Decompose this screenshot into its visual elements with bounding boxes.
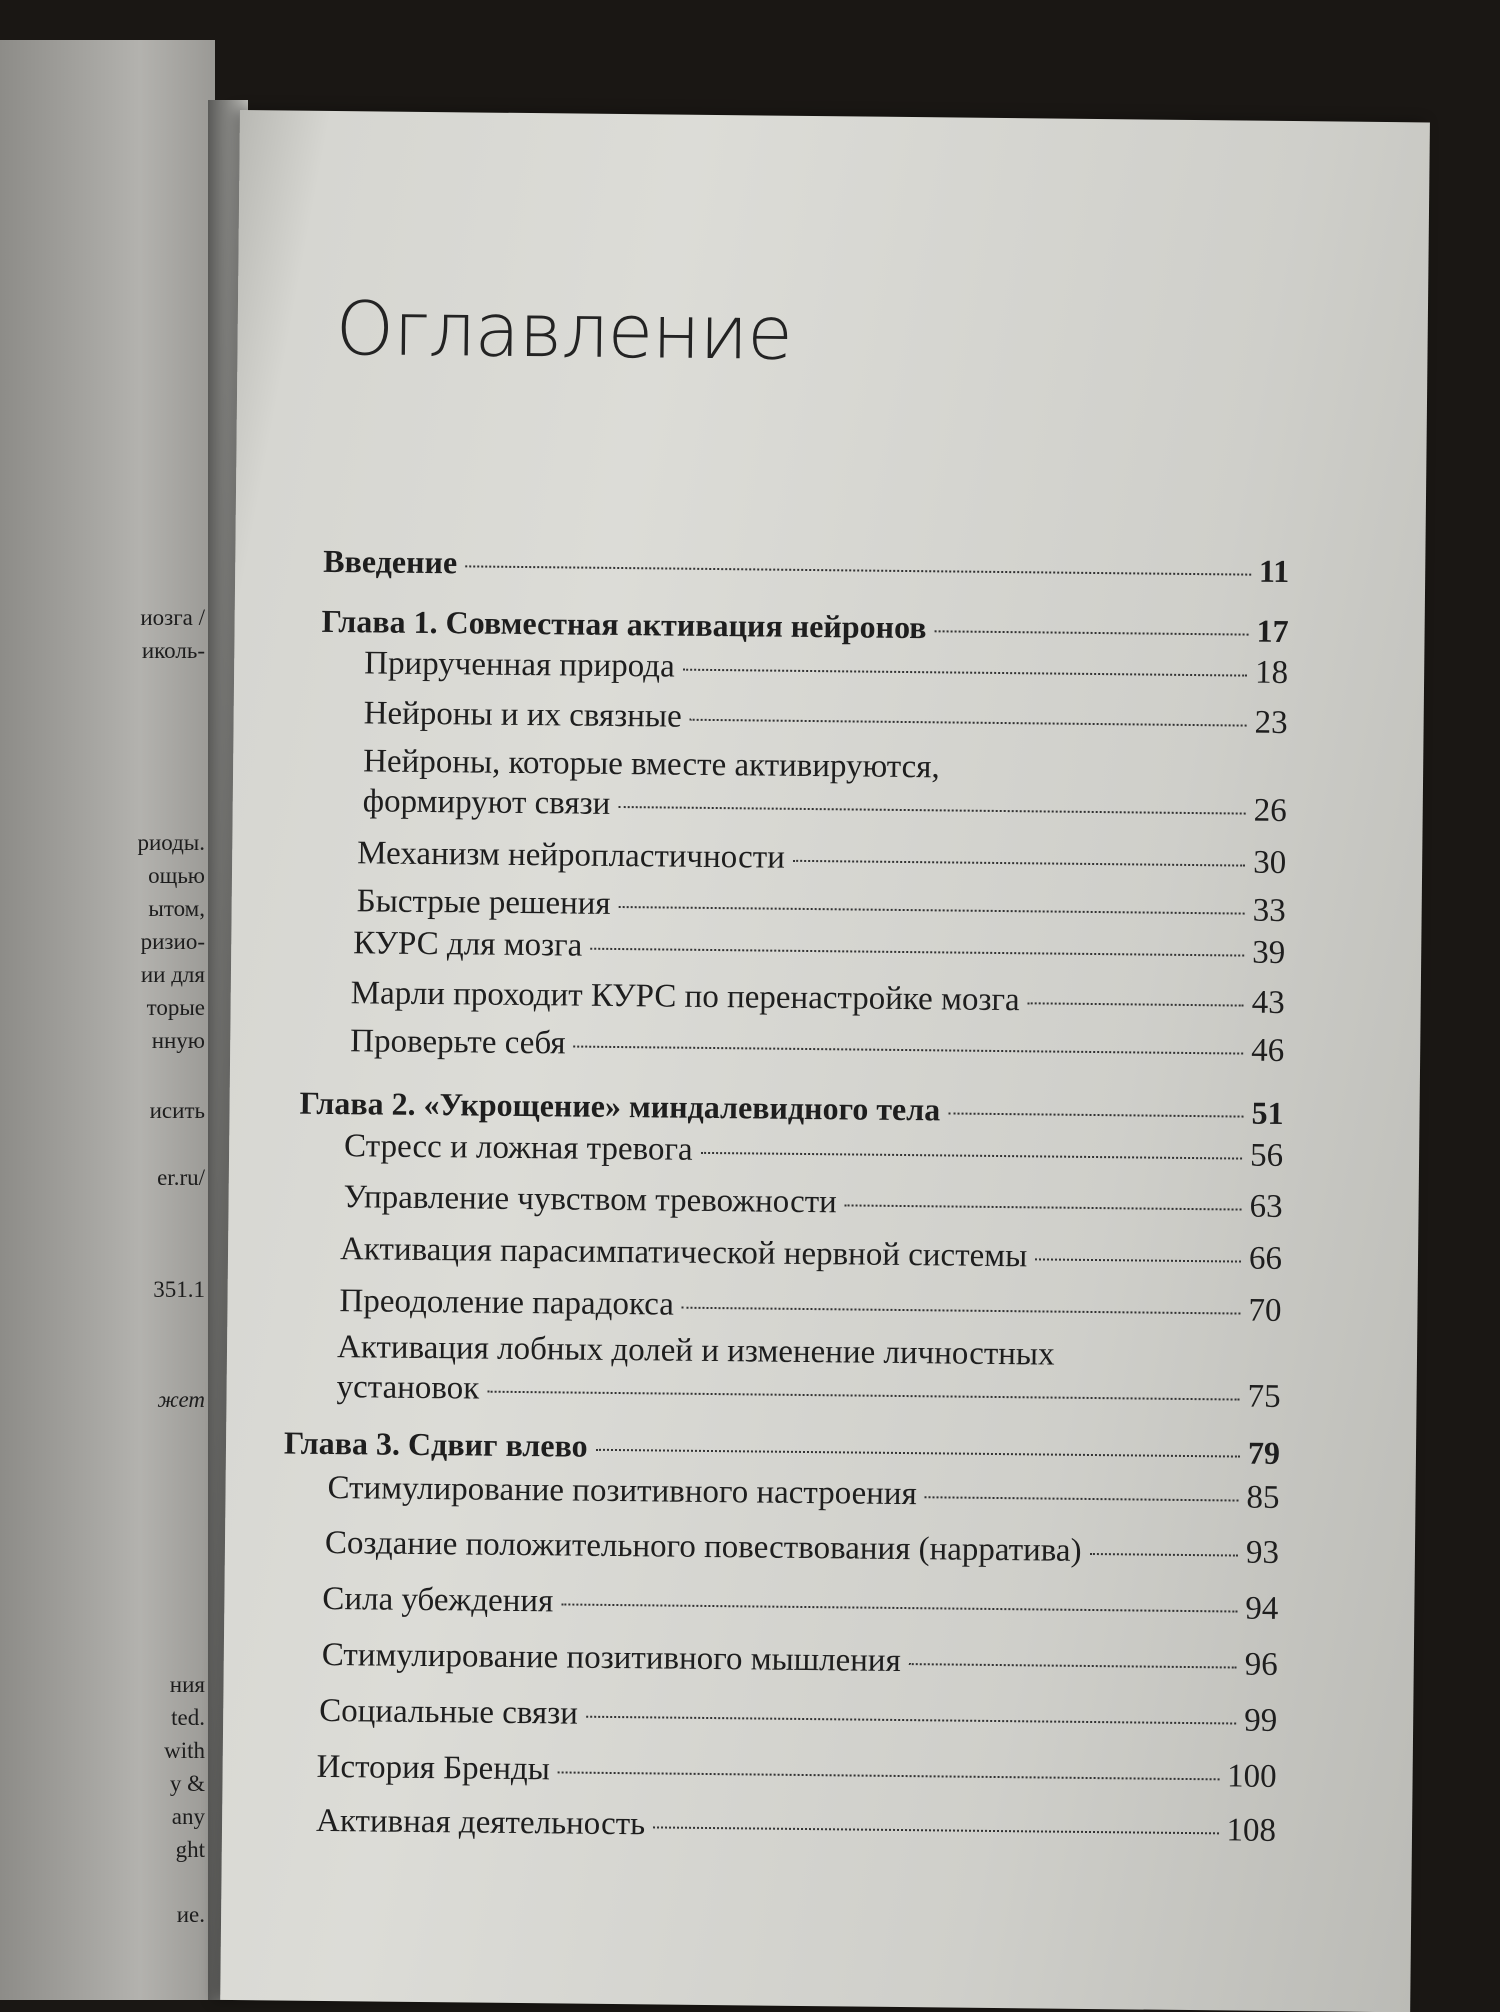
- toc-entry-label: Создание положительного повествования (нарратива): [324, 1524, 1082, 1569]
- toc-entry-page: 18: [1254, 654, 1289, 692]
- toc-entry: [322, 1579, 1278, 1629]
- dot-leader: [558, 1771, 1219, 1780]
- toc-entry-label: Управление чувством тревожности: [343, 1179, 837, 1221]
- left-page-text: торые: [146, 995, 205, 1020]
- left-page-text: исить: [149, 1098, 205, 1123]
- left-page-text: ght: [175, 1837, 205, 1862]
- toc-entry-page: 108: [1226, 1812, 1277, 1849]
- toc-entry-label: Механизм нейропластичности: [357, 835, 786, 876]
- toc-entry: [350, 1021, 1284, 1071]
- toc-entry-label: Марли проходит КУРС по перенастройке мозга: [350, 975, 1020, 1019]
- toc-entry: [363, 741, 1288, 831]
- toc-entry-page: 17: [1256, 612, 1289, 650]
- left-page-text: ted.: [171, 1705, 205, 1730]
- toc-entry: [364, 643, 1288, 693]
- toc-entry-page: 75: [1247, 1378, 1281, 1415]
- toc-entry-page: 100: [1226, 1758, 1277, 1795]
- toc-entry-page: 39: [1252, 934, 1286, 971]
- dot-leader: [590, 948, 1244, 957]
- toc-entry-label: Прирученная природа: [364, 645, 675, 685]
- dot-leader: [574, 1046, 1244, 1055]
- toc-list: [220, 110, 1430, 2012]
- left-page-text: ощью: [148, 863, 205, 888]
- toc-entry: [336, 1327, 1281, 1417]
- dot-leader: [561, 1603, 1237, 1612]
- toc-entry: [316, 1801, 1276, 1851]
- toc-entry-page: 96: [1244, 1646, 1278, 1683]
- left-page-text: er.ru/: [157, 1165, 205, 1190]
- toc-entry: [323, 541, 1289, 591]
- left-page-text: y &: [169, 1771, 205, 1796]
- dot-leader: [1090, 1553, 1238, 1557]
- left-page-text: with: [164, 1738, 205, 1763]
- toc-entry-label: Нейроны, которые вместе активируются,: [362, 743, 940, 786]
- toc-entry-page: 30: [1252, 844, 1287, 881]
- left-page-text: ии для: [140, 962, 205, 987]
- dot-leader: [618, 806, 1245, 815]
- dot-leader: [683, 669, 1247, 677]
- dot-leader: [619, 906, 1245, 915]
- left-page-text: нную: [151, 1028, 205, 1053]
- left-page-text: 351.1: [153, 1277, 205, 1302]
- toc-entry: [340, 1229, 1282, 1279]
- toc-entry-label: Активная деятельность: [315, 1802, 646, 1843]
- toc-entry-label: формируют связи: [362, 783, 611, 822]
- dot-leader: [465, 565, 1251, 575]
- toc-entry-label: Стресс и ложная тревога: [343, 1128, 693, 1168]
- toc-entry-label: Глава 3. Сдвиг влево: [283, 1424, 588, 1464]
- toc-entry-page: 63: [1249, 1188, 1283, 1225]
- dot-leader: [793, 860, 1245, 867]
- left-page-text: риоды.: [137, 830, 205, 855]
- toc-entry: [339, 1281, 1281, 1331]
- toc-entry: [351, 973, 1285, 1023]
- toc-entry-page: 94: [1245, 1590, 1279, 1627]
- toc-entry-label: КУРС для мозга: [353, 925, 583, 964]
- toc-entry: [363, 693, 1287, 743]
- toc-entry-page: 46: [1251, 1032, 1285, 1069]
- dot-leader: [948, 1112, 1243, 1117]
- toc-entry-page: 85: [1246, 1479, 1280, 1516]
- toc-entry-label: Быстрые решения: [356, 883, 611, 922]
- toc-entry-label: Преодоление парадокса: [339, 1283, 675, 1323]
- toc-entry: [319, 1691, 1277, 1741]
- dot-leader: [690, 719, 1247, 727]
- toc-entry-label: Активация парасимпатической нервной системы: [339, 1231, 1028, 1275]
- toc-entry: [299, 1083, 1283, 1133]
- toc-entry: [357, 881, 1286, 931]
- dot-leader: [586, 1716, 1236, 1725]
- dot-leader: [682, 1307, 1241, 1315]
- toc-entry-page: 99: [1244, 1702, 1278, 1739]
- dot-leader: [487, 1391, 1239, 1401]
- dot-leader: [925, 1496, 1239, 1501]
- toc-entry-page: 56: [1249, 1137, 1284, 1174]
- toc-entry-label: Сила убеждения: [322, 1580, 554, 1620]
- toc-entry-page: 33: [1252, 892, 1286, 929]
- dot-leader: [596, 1449, 1240, 1458]
- toc-entry: [322, 1635, 1278, 1685]
- toc-entry: [344, 1126, 1283, 1176]
- toc-entry-label: Стимулирование позитивного настроения: [327, 1469, 917, 1513]
- left-page-text: ие.: [176, 1902, 205, 1927]
- toc-entry-label: Социальные связи: [319, 1692, 579, 1732]
- left-page-text: ытом,: [148, 896, 205, 921]
- toc-entry-page: 66: [1248, 1240, 1283, 1277]
- dot-leader: [1035, 1258, 1241, 1262]
- dot-leader: [935, 630, 1249, 635]
- toc-entry: [327, 1468, 1279, 1518]
- toc-entry-label: История Бренды: [316, 1748, 551, 1788]
- toc-entry-label: Введение: [323, 542, 458, 581]
- dot-leader: [1028, 1002, 1244, 1006]
- toc-entry: [284, 1423, 1280, 1473]
- toc-entry: [325, 1523, 1279, 1573]
- toc-entry-page: 79: [1247, 1434, 1281, 1471]
- dot-leader: [845, 1204, 1242, 1210]
- toc-entry: [343, 1177, 1282, 1227]
- toc-entry: [316, 1747, 1276, 1797]
- toc-entry-label: Проверьте себя: [350, 1023, 566, 1062]
- dot-leader: [909, 1663, 1237, 1668]
- toc-entry-page: 93: [1245, 1534, 1280, 1571]
- dot-leader: [701, 1152, 1242, 1160]
- toc-entry-page: 43: [1251, 984, 1285, 1021]
- left-page-text: any: [171, 1804, 205, 1829]
- toc-entry-page: 26: [1253, 792, 1287, 829]
- toc-entry-label: Активация лобных долей и изменение личностных: [336, 1329, 1055, 1373]
- toc-entry-label: установок: [336, 1369, 480, 1407]
- page-title: Оглавление: [335, 286, 793, 377]
- toc-entry-label: Глава 1. Совместная активация нейронов: [321, 602, 927, 646]
- left-page-text: ния: [169, 1672, 205, 1697]
- toc-entry-label: Стимулирование позитивного мышления: [321, 1636, 901, 1680]
- toc-entry-page: 23: [1254, 704, 1288, 742]
- toc-entry: [357, 833, 1286, 883]
- left-page-text: ризио-: [140, 929, 205, 954]
- toc-entry-page: 51: [1251, 1094, 1284, 1131]
- left-page-text: жет: [157, 1387, 205, 1412]
- table-of-contents-page: [220, 110, 1430, 2012]
- toc-entry-label: Нейроны и их связные: [363, 695, 682, 735]
- left-page: [0, 40, 215, 2000]
- dot-leader: [653, 1826, 1218, 1834]
- toc-entry-page: 11: [1258, 552, 1290, 590]
- toc-entry-page: 70: [1248, 1292, 1282, 1329]
- toc-entry: [353, 923, 1285, 973]
- left-page-text: иколь-: [141, 638, 205, 663]
- left-page-text: иозга /: [140, 605, 205, 630]
- toc-entry-label: Глава 2. «Укрощение» миндалевидного тела: [299, 1084, 941, 1128]
